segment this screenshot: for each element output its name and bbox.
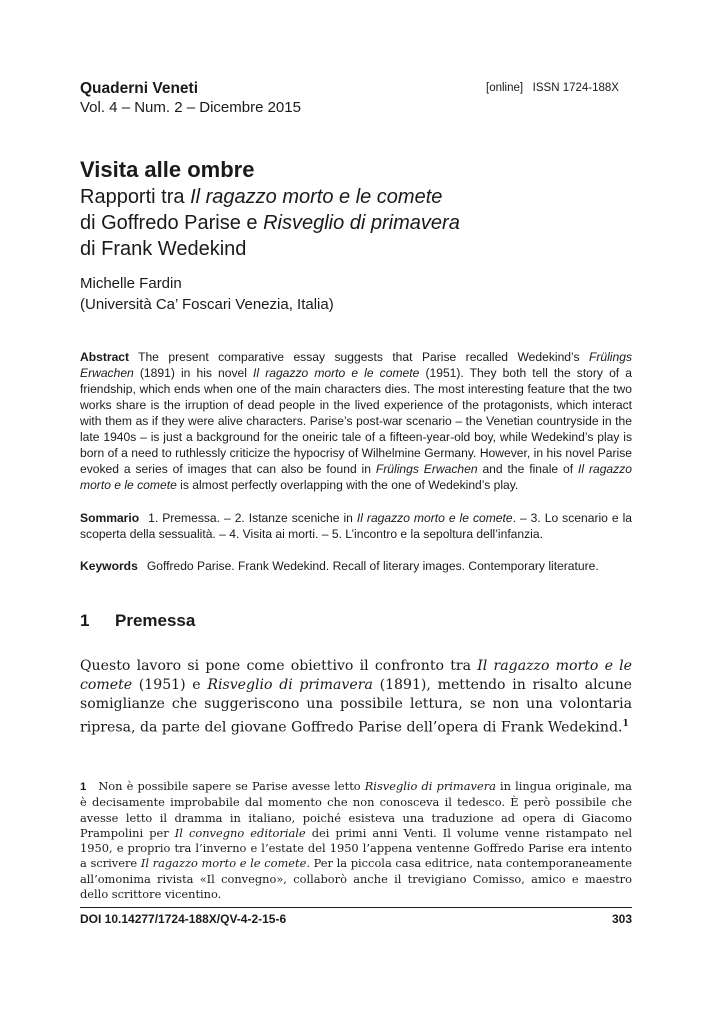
footnote-number: 1 — [80, 781, 87, 793]
section-number: 1 — [80, 611, 90, 630]
abstract-work-title: Frülings Erwachen — [375, 462, 478, 476]
footnote-text: Non è possibile sapere se Parise avesse letto — [98, 779, 365, 793]
subtitle-text: di Frank Wedekind — [80, 238, 247, 260]
sommario-text: . – 3. Lo scenario e la scoperta della sessualità. – 4. Visita ai morti. – 5. L’incontro e la sepoltura dell’infanzia. — [80, 511, 632, 541]
footnote-work-title: Risveglio di primavera — [364, 779, 496, 793]
body-paragraph — [80, 657, 632, 738]
sommario — [80, 510, 632, 542]
footnote-work-title: Il convegno editoriale — [174, 825, 306, 840]
issn: [online] ISSN 1724-188X — [486, 82, 619, 94]
body-work-title: Il ragazzo morto e le comete — [80, 658, 633, 694]
article-title: Visita alle ombre — [80, 157, 255, 182]
abstract-text: and the finale of — [477, 462, 579, 476]
subtitle-work-title: Risveglio di primavera — [263, 212, 460, 234]
subtitle-text: Rapporti tra — [80, 186, 191, 208]
page-number: 303 — [611, 912, 632, 926]
body-text: (1951) e — [132, 677, 208, 694]
body-text: (1891), mettendo in risalto alcune somiglianze che suggeriscono una possibile lettura, se non una volontaria ripresa, da parte del giovane Goffredo Parise dell’opera di Frank Wedekind. — [80, 677, 632, 736]
abstract-work-title: Il ragazzo morto e le comete — [253, 366, 420, 380]
footnote-text: dei primi anni Venti. Il volume venne ristampato nel 1950, e proprio tra l’inverno e l’estate del 1950 l’appena ventenne Goffredo Parise era intento a scrivere — [80, 825, 632, 871]
section-title: Premessa — [115, 611, 196, 630]
abstract-label: Abstract — [80, 350, 130, 364]
abstract-text: is almost perfectly overlapping with the one of Wedekind’s play. — [176, 478, 519, 492]
footnote-text: in lingua originale, ma è decisamente improbabile dal momento che non conosceva il tedesco. È però possibile che avesse letto il dramma in italiano, poiché esisteva una traduzione ad opera di Giacomo Prampolini per — [80, 779, 632, 840]
abstract-work-title: Il ragazzo morto e le comete — [80, 462, 632, 492]
abstract-text: (1951). They both tell the story of a friendship, which ends when one of the main characters dies. The most interesting feature that the two works share is the irruption of dead people in the lived experience of the protagonists, which interact with them as if they were alive characters. Parise’s post-war scenario – the Venetian countryside in the late 1940s – is just a background for the oneiric tale of a fifteen-year-old boy, while Wedekind’s play is born of a need to ruthlessly criticize the hypocrisy of Wilhelmine Germany. However, in his novel Parise evoked a series of images that can also be found in — [80, 366, 632, 476]
abstract — [80, 349, 632, 493]
footnote-reference[interactable]: 1 — [622, 718, 629, 729]
author-affiliation: (Università Ca’ Foscari Venezia, Italia) — [80, 296, 334, 313]
author-name: Michelle Fardin — [80, 275, 182, 292]
keywords — [80, 558, 632, 574]
journal-name: Quaderni Veneti — [80, 80, 199, 97]
footnote — [80, 779, 632, 902]
article-subtitle — [80, 184, 460, 262]
footer-divider — [80, 907, 632, 908]
subtitle-work-title: Il ragazzo morto e le comete — [190, 186, 443, 208]
abstract-text: The present comparative essay suggests that Parise recalled Wedekind’s — [138, 350, 589, 364]
abstract-work-title: Frülings Erwachen — [80, 350, 632, 380]
sommario-text: 1. Premessa. – 2. Istanze sceniche in — [148, 511, 357, 525]
body-work-title: Risveglio di primavera — [207, 677, 373, 694]
body-text: Questo lavoro si pone come obiettivo il confronto tra — [80, 658, 478, 674]
section-heading — [80, 611, 195, 631]
author-block — [80, 273, 334, 315]
footnote-work-title: Il ragazzo morto e le comete — [140, 856, 307, 871]
keywords-text: Goffredo Parise. Frank Wedekind. Recall of literary images. Contemporary literature. — [146, 559, 599, 573]
doi-link[interactable]: DOI 10.14277/1724-188X/QV-4-2-15-6 — [80, 912, 287, 926]
abstract-text: (1891) in his novel — [133, 366, 254, 380]
footnote-text: . Per la piccola casa editrice, nata contemporaneamente all’omonima rivista «Il convegno», collaborò anche il trevigiano Comisso, amico e maestro dello scrittore vicentino. — [80, 856, 632, 902]
keywords-label: Keywords — [80, 559, 138, 573]
issue-info: Vol. 4 – Num. 2 – Dicembre 2015 — [80, 99, 301, 116]
sommario-work-title: Il ragazzo morto e le comete — [356, 511, 513, 525]
sommario-label: Sommario — [80, 511, 140, 525]
subtitle-text: di Goffredo Parise e — [80, 212, 264, 234]
